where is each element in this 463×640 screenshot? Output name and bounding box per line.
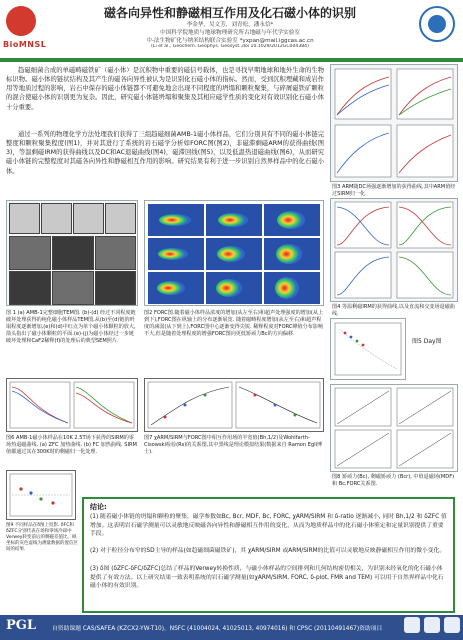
- sem-image-i: [52, 271, 94, 305]
- delta-plot-svg: [7, 471, 75, 519]
- conclusion-point-2: (2) 对于粒径分布窄的SD主导的样品(如趋磁细菌磁铁矿)，其 χARM/SIRM 或ARM/SIRM的比值可以灵敏地反映静磁相互作用的微小变化。: [90, 548, 446, 554]
- figure-7-panel: [144, 378, 324, 432]
- sem-image-g: [95, 236, 136, 270]
- forc-diagrams: [145, 201, 323, 305]
- conclusion-point-3: (3) δ图 (δZFC-δFC/δZFC)总结了样品的Verwey转换性质，与磁小体样品的空间排列和几何结构密切相关，为识别未经氧化的化石磁小体提供了有效方法。以上研究结果一致表明系统的岩石磁学测量(如χARM/SIRM, FORC, δ-plot, FMR and TEM) 可以用于自然界样品中化石磁小体的有效识别。: [90, 566, 444, 590]
- sem-image-f: [52, 236, 94, 270]
- authors: 李金华，吴文芳，刘青松，潘永信*: [186, 22, 274, 28]
- figure-8-plots: [331, 385, 457, 471]
- cas-logo-mark: [428, 15, 446, 33]
- figure-9-delta-plot: [6, 470, 76, 520]
- figure-8-panel: [330, 384, 458, 472]
- figure-6-panel: [6, 378, 138, 432]
- cas-logo: [419, 6, 455, 42]
- figure-3-caption: 图3 ARM随DC场强逐渐增加的获得曲线,其中ARM值经过SIRM归一化.: [332, 184, 456, 197]
- figure-8-caption: 图8 矫顽力(Bc), 剩磁矫顽力 (Bcr), 中值退磁场(MDF)和 Bc,FORC关系图.: [332, 474, 455, 487]
- sem-image-j: [95, 271, 136, 305]
- citation: (Li et al., Geochem. Geophys. Geosyst.,doi 10.1029/2012GC004384): [151, 44, 309, 49]
- sem-image-h: [9, 271, 51, 305]
- pgl-logo: PGL: [6, 618, 37, 633]
- figure-5-caption: 图5 Day图: [412, 338, 442, 345]
- tem-image-b: [41, 203, 72, 234]
- affiliation-2: 中-法生物矿化与纳米结构联合实验室 *yxpan@mail.iggcas.ac.cn: [146, 38, 314, 44]
- figure-4-plots: [331, 199, 457, 301]
- figure-3-panel: [330, 64, 458, 182]
- figure-5-day-plot: [330, 318, 406, 380]
- biomnsl-logo: [6, 6, 36, 36]
- intro-paragraph-2: 通过一系列的物理化学方法处理我们获得了三组趋磁细菌AMB-1磁小体样品，它们分别具有不同的磁小体链完整度和颗粒聚集程度(图1)，并对其进行了系统的岩石磁学分析如FORC图(图2)，非磁滞剩磁ARM的获得曲线(图3)，等温剩磁IRM的获得曲线以及DC和AC退磁曲线(图4)，磁滞回线(图5)，以及低温热退磁曲线(图6)，从而研究磁小体链的完整程度对其磁各向异性和静磁相互作用的影响。研究结果有利于进一步识别自然界样品中的化石磁小体。: [6, 131, 324, 175]
- partner-logo-3: [444, 617, 460, 633]
- figure-1-caption: 图 1 (a) AMB-1完整细胞TEM图. (b)-(d) 经过不同程度链破坏处理获得的纯化磁小体样品TEM图,从(b)至(d)链的坍塌程度逐渐增加,(e)和(d)中红点为单个磁小体颗粒的放大,箭头指出了磁小体颗粒的平面.(e)-(j)为磁小体经过一步链破坏处理和CaF2稀释(f)的处理后的典型SEM照片.: [6, 310, 136, 344]
- conclusion-heading: 结论:: [90, 503, 107, 511]
- figure-6-caption: 图6 AMB-1磁小体样品在10K 2.5T场下获得的SIRM的零场热退磁曲线. (a) ZFC 加热曲线. (b) FC 加热曲线. SIRM值都通过其在300K时的剩磁归一化处理.: [6, 435, 137, 455]
- funding-text: 自资助课题 CAS/SAFEA (KZCX2-YW-T10)，NSFC (41004024, 41025013, 40974016) 和 CPSC (20110491467)资助项目: [52, 626, 383, 632]
- conclusion-box: [82, 497, 455, 613]
- sem-image-e: [9, 236, 51, 270]
- figure-4-caption: 图4 等温剩磁IRM的获得曲线,以及直流和交变场退磁曲线.: [332, 304, 455, 317]
- partner-logo-2: [424, 617, 440, 633]
- figure-9-caption: 图9 不同样品在δ图上投影. δFC和δZFC分别代表在场和零场冷却中Verwey转变前后的剩磁差值比，纵坐标的灰色虚线为测量数据的置信区间的结果.: [6, 523, 78, 553]
- tem-image-c: [73, 203, 104, 234]
- intro-paragraph-1: 趋磁细菌合成的单磁畴磁铁矿（磁小体）是沉积物中重要的磁信号载体，也是寻找早期地球和地外生命的生物标识物。磁小体的链状结构及其产生的磁各向异性被认为是识别化石磁小体的指标。然而，受到沉积埋藏和成岩作用等地质过程的影响，岩石中保存的磁小体链都不可避免地会出现不同程度的坍塌和颗粒聚集，与碎屑磁铁矿颗粒的混合使磁小体的识别更为复杂。因此，研究磁小体链坍塌和聚集及其相应磁学性质的变化对有效识别化石磁小体十分重要。: [6, 67, 324, 111]
- figure-2-panel: [144, 200, 324, 306]
- affiliation-1: 中国科学院地质与地球物理研究所古地磁与年代学实验室: [160, 30, 300, 36]
- figure-4-panel: [330, 198, 458, 302]
- figure-3-plots: [331, 65, 457, 181]
- figure-7-plots: [145, 379, 323, 431]
- partner-logo-1: [404, 617, 420, 633]
- biomnsl-logo-text: BioMNSL: [3, 40, 47, 49]
- figure-6-plots: [7, 379, 137, 431]
- figure-7-caption: 图7 χARM/SIRM与FORC图中相互作用场的半宽值(Bh,1/2)及Wohlfarth-Cisowski检验(Rs)的关系图,其中黑线是理论模拟结果(数据来自 Ramon Egli博士).: [144, 435, 323, 455]
- header-divider: [0, 58, 463, 62]
- tem-image-a: [9, 203, 40, 234]
- figure-2-caption: 图2 FORC图.随着磁小体样品浓度的增加(从左至右)和超声处理强度的增加(从上到下),FORC图在纵轴上的分布逐渐展宽. 随着磁畴程度增加(从左至右)和超声程度的减弱(从下到上),FORC图中心逐渐变得尖锐. 稀释程度对FORC峰值分布影响不大,但是随着处理程度的增强FORC图向更低矫顽力Bc的方向偏移.: [144, 310, 324, 337]
- conclusion-point-1: (1) 随着磁小体链的坍塌和颗粒的聚集，磁学参数如Bc, Bcr, MDF, Bc, FORC, χARM/SIRM 和 δ-ratio 逐渐减小, 同时 Bh,1/2 和 δZFC 值增加。这表明岩石磁学测量可以灵敏地反映磁各向异性和静磁相互作用的变化，从而为地质样品中的化石磁小体鉴定和定量识别提供了重要手段。: [90, 514, 447, 538]
- figure-1-panel: [6, 200, 138, 306]
- day-plot-svg: [331, 319, 405, 379]
- poster-title: 磁各向异性和静磁相互作用及化石磁小体的识别: [103, 6, 356, 20]
- tem-image-d: [105, 203, 136, 234]
